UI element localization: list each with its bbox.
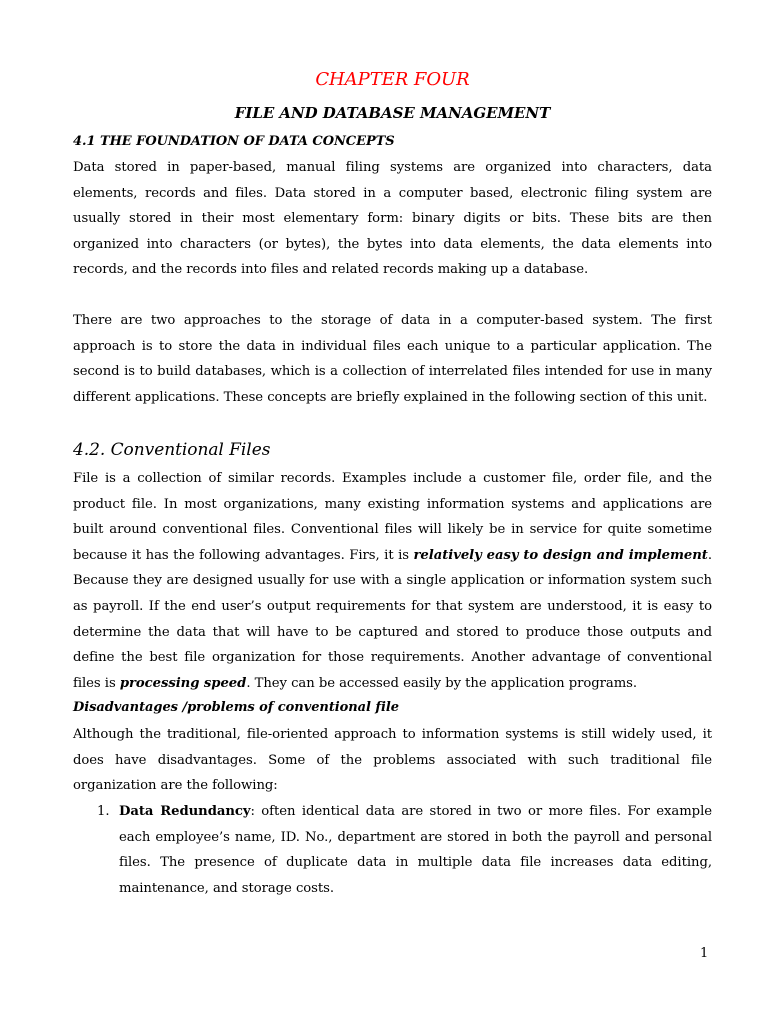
para-text: . Because they are designed usually for use with a single application or information system such as payroll. If the end user’s output requirements for that system are understood, it is easy to determine the data that will have to be captured and stored to produce those outputs and define the best file organization for those requirements. Another advantage of conventional files is: [73, 547, 713, 691]
section-4-2-heading: 4.2. Conventional Files: [73, 440, 271, 460]
para-text: . They can be accessed easily by the application programs.: [246, 675, 638, 691]
chapter-subtitle: FILE AND DATABASE MANAGEMENT: [234, 104, 551, 122]
section-4-2-paragraph-2: Although the traditional, file-oriented approach to information systems is still widely used, it does have disadvantages. Some of the problems associated with such traditional file organization are the following:: [73, 727, 712, 794]
section-4-1-heading: 4.1 THE FOUNDATION OF DATA CONCEPTS: [73, 134, 395, 149]
list-item-number: 1.: [97, 804, 110, 819]
para-text: File is a collection of similar records. Examples include a customer file, order file, and the product file. In most organizations, many existing information systems and applications are built around conventional files. Conventional files will likely be in service for quite sometime because it has the following advantages. Firs, it is: [73, 471, 712, 563]
chapter-title: CHAPTER FOUR: [315, 69, 470, 90]
list-item-term: Data Redundancy: [119, 804, 251, 819]
page-number: 1: [700, 946, 709, 961]
emphasis-design: relatively easy to design and implement: [413, 547, 708, 563]
emphasis-speed: processing speed: [119, 675, 247, 691]
disadvantages-subheading: Disadvantages /problems of conventional file: [73, 700, 399, 715]
list-item-text: : often identical data are stored in two or more files. For example each employee’s name, ID. No., department are stored in both the payroll and personal files. The presence of duplicate data in multiple data file increases data editing, maintenance, and storage costs.: [119, 804, 712, 896]
section-4-1-paragraph-1: Data stored in paper-based, manual filing systems are organized into characters, data elements, records and files. Data stored in a computer based, electronic filing system are usually stored in their most elementary form: binary digits or bits. These bits are then organized into characters (or bytes), the bytes into data elements, the data elements into records, and the records into files and related records making up a database.: [73, 160, 712, 278]
list-item-body: [119, 799, 712, 901]
section-4-2-paragraph-1: [73, 466, 712, 696]
section-4-1-paragraph-2: There are two approaches to the storage of data in a computer-based system. The first approach is to store the data in individual files each unique to a particular application. The second is to build databases, which is a collection of interrelated files intended for use in many different applications. These concepts are briefly explained in the following section of this unit.: [73, 313, 712, 405]
